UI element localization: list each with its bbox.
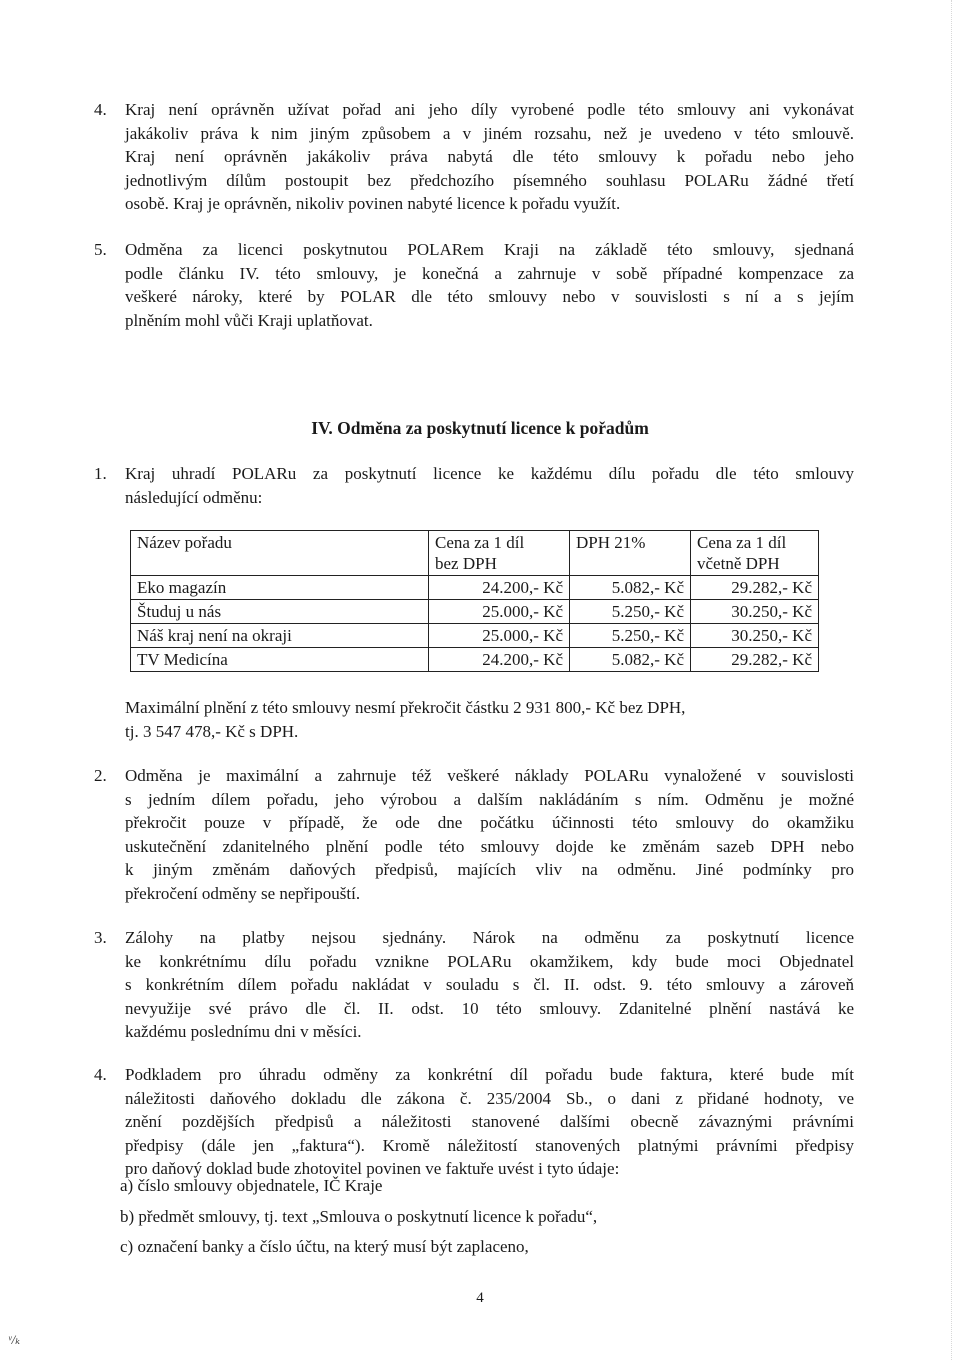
table-cell: 5.082,- Kč [570,576,691,600]
max-note [94,696,854,743]
table-cell: Eko magazín [131,576,429,600]
text-line: tj. 3 547 478,- Kč s DPH. [125,721,299,741]
paragraph-number: 4. [94,1065,107,1084]
paragraph-number: 4. [94,100,107,119]
fee-table [130,530,819,672]
text-line: překročení odměny se nepřipouští. [125,883,361,903]
corner-handwritten-mark: ᵛ/ₖ [8,1332,20,1347]
table-row [131,624,819,648]
text-line: jakákoliv práva k nim jiným způsobem a v jiném rozsahu, než je uvedeno v této smlouvě. [125,123,854,143]
text-line: veškeré nároky, které by POLAR dle této smlouvy nebo v souvislosti s ní a s jejím [125,287,854,307]
table-row [131,576,819,600]
text-line: Kraj není oprávněn jakákoliv práva nabytá dle této smlouvy k pořadu nebo jeho [125,147,854,167]
table-cell: 5.082,- Kč [570,648,691,672]
page-number: 4 [476,1290,484,1306]
text-line: uskutečnění zdanitelného plnění podle této smlouvy dojde ke změnám sazeb DPH nebo [125,836,854,856]
table-cell: TV Medicína [131,648,429,672]
text-line: Podkladem pro úhradu odměny za konkrétní díl pořadu bude faktura, které bude mít [125,1065,854,1084]
table-cell: 24.200,- Kč [429,648,570,672]
table-row [131,600,819,624]
table-header-row [131,531,819,576]
text-line: Odměna za licenci poskytnutou POLARem Kraji na základě této smlouvy, sjednaná [125,240,854,259]
text-line: Kraj není oprávněn užívat pořad ani jeho díly vyrobené podle této smlouvy ani vykonávat [125,100,854,119]
article-1 [94,462,854,509]
paragraph-number: 2. [94,766,107,785]
text-line: překročit pouze v případě, že ode dne počátku účinnosti této smlouvy do okamžiku [125,813,854,833]
text-line: ke konkrétnímu dílu pořadu vznikne POLARu okamžikem, kdy bude moci Objednatel [125,951,854,971]
text-line: nevyužije své právo dle čl. II. odst. 10 této smlouvy. Zdanitelné plnění nastává ke [125,998,854,1018]
text-line: plněním mohl vůči Kraji uplatňovat. [125,310,373,330]
table-cell: Študuj u nás [131,600,429,624]
table-cell: Náš kraj není na okraji [131,624,429,648]
paragraph-number: 1. [94,464,107,483]
paragraph-number: 3. [94,928,107,947]
table-header-cell: Cena za 1 díl včetně DPH [691,531,819,576]
text-line: podle článku IV. této smlouvy, je konečná a zahrnuje v sobě případné kompenzace za [125,263,854,283]
table-row [131,648,819,672]
text-line: s jedním dílem pořadu, jeho výrobou a dalším nakládáním s ním. Odměnu je možné [125,789,854,809]
list-item: c) označení banky a číslo účtu, na který musí být zaplaceno, [120,1237,529,1257]
text-line: následující odměnu: [125,487,263,507]
table-cell: 25.000,- Kč [429,624,570,648]
text-line: náležitosti daňového dokladu dle zákona č. 235/2004 Sb., o dani z přidané hodnoty, ve [125,1088,854,1108]
text-line: Maximální plnění z této smlouvy nesmí překročit částku 2 931 800,- Kč bez DPH, [125,698,686,717]
text-line: s konkrétním dílem pořadu nakládat v souladu s čl. II. odst. 9. této smlouvy a zároveň [125,975,854,995]
table-cell: 29.282,- Kč [691,576,819,600]
paragraph-4 [94,98,854,216]
table-cell: 29.282,- Kč [691,648,819,672]
article-3 [94,926,854,1044]
text-line: jednotlivým dílům postoupit bez předchozího písemného souhlasu POLARu žádné třetí [125,170,854,190]
table-cell: 24.200,- Kč [429,576,570,600]
text-line: pro daňový doklad bude zhotovitel povinen ve faktuře uvést i tyto údaje: [125,1159,620,1179]
text-line: Zálohy na platby nejsou sjednány. Nárok na odměnu za poskytnutí licence [125,928,854,947]
table-cell: 30.250,- Kč [691,624,819,648]
table-cell: 5.250,- Kč [570,624,691,648]
article-4 [94,1063,854,1181]
text-line: k jiným změnám daňových předpisů, majících vliv na odměnu. Jiné podmínky pro [125,860,854,880]
table-header-cell: Cena za 1 díl bez DPH [429,531,570,576]
text-line: osobě. Kraj je oprávněn, nikoliv povinen nabyté licence k pořadu využít. [125,194,621,214]
article-2 [94,764,854,906]
paragraph-5 [94,238,854,332]
table-header-cell: DPH 21% [570,531,691,576]
list-item: b) předmět smlouvy, tj. text „Smlouva o poskytnutí licence k pořadu“, [120,1206,598,1226]
scan-edge-divider [950,0,952,1360]
text-line: Kraj uhradí POLARu za poskytnutí licence ke každému dílu pořadu dle této smlouvy [125,464,854,483]
text-line: znění pozdějších předpisů a náležitosti stanovené dalšími obecně závaznými právními [125,1112,854,1132]
list-item: a) číslo smlouvy objednatele, IČ Kraje [120,1176,383,1195]
table-cell: 30.250,- Kč [691,600,819,624]
table-cell: 5.250,- Kč [570,600,691,624]
paragraph-number: 5. [94,240,107,259]
invoice-items-list [120,1174,820,1259]
text-line: každému poslednímu dni v měsíci. [125,1022,362,1042]
table-header-cell: Název pořadu [131,531,429,576]
text-line: Odměna je maximální a zahrnuje též veškeré náklady POLARu vynaložené v souvislosti [125,766,854,785]
table-cell: 25.000,- Kč [429,600,570,624]
section-heading: IV. Odměna za poskytnutí licence k pořadům [311,418,649,438]
text-line: předpisy (dále jen „faktura“). Kromě náležitostí stanovených platnými právními předpisy [125,1135,854,1155]
